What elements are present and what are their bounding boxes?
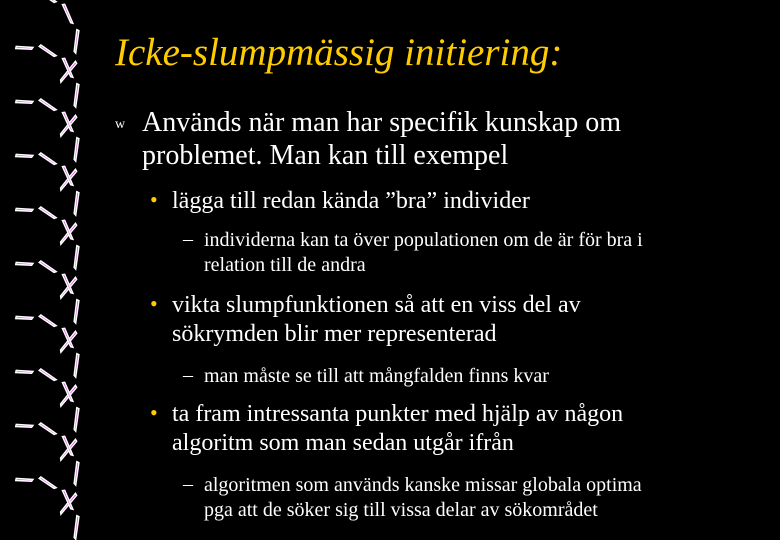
- sub-sub-bullet-text: [204, 228, 643, 278]
- spiral-segment: [39, 45, 56, 56]
- bullet-line: pga att de söker sig till vissa delar av sökområdet: [204, 499, 598, 521]
- spiral-segment: [74, 192, 79, 215]
- spiral-segment: [16, 100, 33, 103]
- spiral-binding-decoration: [0, 0, 110, 540]
- bullet-line: relation till de andra: [204, 254, 366, 276]
- spiral-segment: [39, 153, 56, 164]
- bullet-marker-dash: –: [183, 473, 193, 495]
- bullet-marker-dot: •: [150, 400, 158, 425]
- sub-bullet-text: [172, 187, 530, 216]
- bullet-line: algoritmen som används kanske missar globala optima: [204, 474, 642, 496]
- spiral-segment: [39, 423, 56, 434]
- spiral-coil: [16, 477, 79, 540]
- spiral-segment: [74, 408, 79, 431]
- spiral-segment: [74, 246, 79, 269]
- spiral-segment: [39, 207, 56, 218]
- spiral-segment: [16, 478, 33, 481]
- spiral-segment: [74, 354, 79, 377]
- spiral-segment: [16, 46, 33, 49]
- bullet-line: problemet. Man kan till exempel: [142, 140, 509, 171]
- spiral-segment: [16, 208, 33, 211]
- spiral-segment: [39, 0, 56, 2]
- spiral-segment: [74, 30, 79, 53]
- spiral-segment: [16, 316, 33, 319]
- spiral-segment: [16, 262, 33, 265]
- sub-bullet-text: [172, 291, 581, 349]
- spiral-segment: [74, 300, 79, 323]
- spiral-segment: [39, 99, 56, 110]
- spiral-segment: [39, 315, 56, 326]
- bullet-line: vikta slumpfunktionen så att en viss del av: [172, 292, 581, 318]
- spiral-segment: [16, 370, 33, 373]
- spiral-segment: [39, 477, 56, 488]
- spiral-segment: [39, 261, 56, 272]
- sub-bullet-text: [172, 400, 623, 458]
- spiral-segment: [74, 516, 79, 539]
- spiral-segment: [74, 84, 79, 107]
- bullet-line: individerna kan ta över populationen om de är för bra i: [204, 229, 643, 251]
- bullet-line: sökrymden blir mer representerad: [172, 321, 497, 347]
- spiral-segment: [16, 154, 33, 157]
- bullet-line: algoritm som man sedan utgår ifrån: [172, 430, 514, 456]
- bullet-marker-dot: •: [150, 291, 158, 316]
- slide-title: Icke-slumpmässig initiering:: [115, 31, 563, 74]
- bullet-marker-dash: –: [183, 228, 193, 250]
- sub-sub-bullet-text: [204, 473, 642, 523]
- bullet-marker-w: w: [115, 117, 126, 132]
- bullet-line: man måste se till att mångfalden finns kvar: [204, 365, 549, 387]
- sub-sub-bullet-text: [204, 364, 549, 389]
- bullet-line: ta fram intressanta punkter med hjälp av någon: [172, 401, 624, 427]
- spiral-segment: [39, 369, 56, 380]
- bullet-line: Används när man har specifik kunskap om: [142, 107, 621, 138]
- spiral-segment: [62, 4, 72, 23]
- bullet-marker-dot: •: [150, 187, 158, 212]
- spiral-segment: [74, 462, 79, 485]
- bullet-line: lägga till redan kända ”bra” individer: [172, 188, 530, 214]
- bullet-marker-dash: –: [183, 364, 193, 386]
- bullet-text: [142, 106, 621, 172]
- spiral-segment: [16, 424, 33, 427]
- spiral-segment: [74, 138, 79, 161]
